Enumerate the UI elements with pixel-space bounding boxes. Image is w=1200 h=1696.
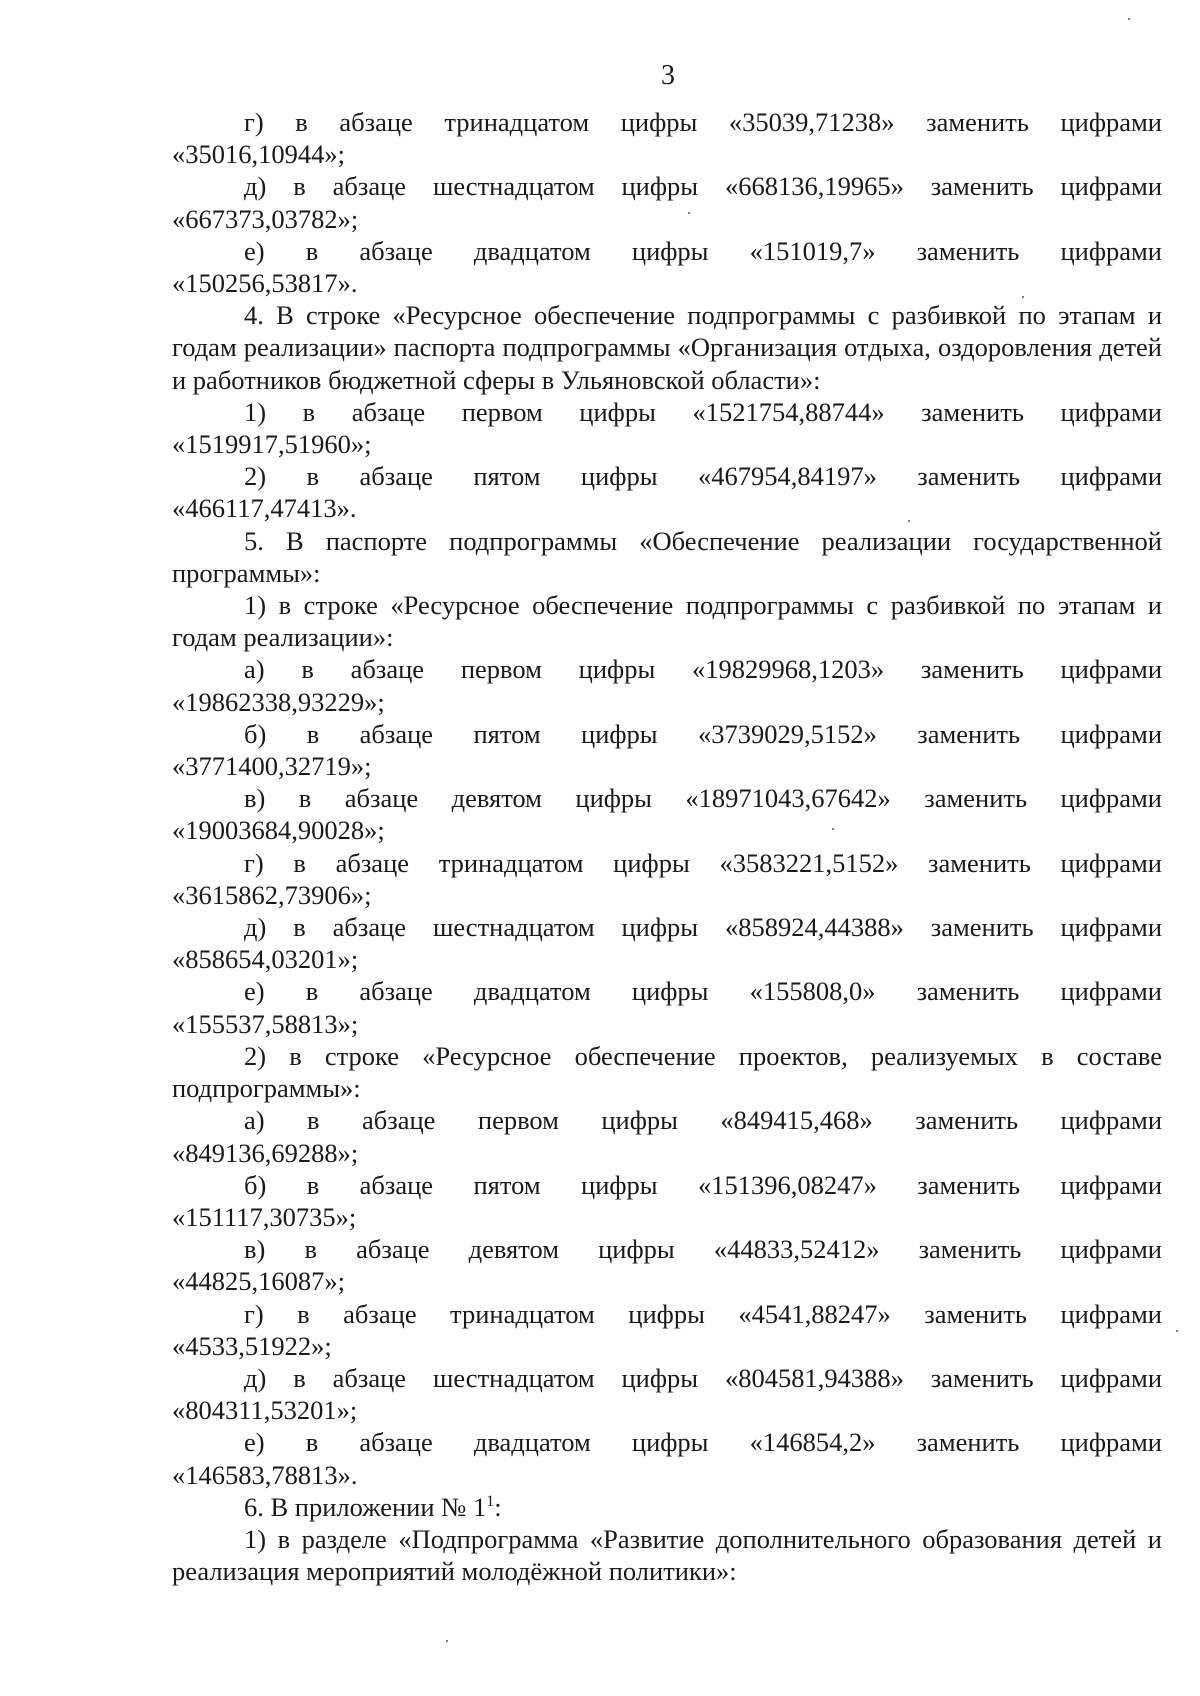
paragraph-head: в) в абзаце девятом цифры «18971043,67642» заменить цифрами	[244, 783, 1162, 814]
paragraph-tail: «3771400,32719»;	[172, 751, 372, 782]
paragraph	[172, 718, 1162, 782]
scan-speck	[1128, 18, 1130, 20]
paragraph-tail: «4533,51922»;	[172, 1330, 332, 1361]
paragraph	[172, 1362, 1162, 1426]
paragraph-tail: «849136,69288»;	[172, 1137, 359, 1168]
paragraph-text: 5. В паспорте подпрограммы «Обеспечение реализации государственной программы»:	[172, 525, 1162, 588]
paragraph-head: е) в абзаце двадцатом цифры «155808,0» заменить цифрами	[244, 976, 1162, 1007]
paragraph-text: 1) в строке «Ресурсное обеспечение подпрограммы с разбивкой по этапам и годам реализации»:	[172, 590, 1162, 653]
paragraph-head: 2) в абзаце пятом цифры «467954,84197» заменить цифрами	[244, 461, 1162, 492]
paragraph-tail: «1519917,51960»;	[172, 429, 372, 460]
paragraph-head: е) в абзаце двадцатом цифры «146854,2» заменить цифрами	[244, 1427, 1162, 1458]
paragraph-tail: «44825,16087»;	[172, 1266, 345, 1297]
scan-speck	[832, 828, 834, 830]
paragraph-head: д) в абзаце шестнадцатом цифры «668136,19965» заменить цифрами	[244, 171, 1162, 202]
paragraph-head: в) в абзаце девятом цифры «44833,52412» заменить цифрами	[244, 1234, 1162, 1265]
paragraph-head: б) в абзаце пятом цифры «151396,08247» заменить цифрами	[244, 1169, 1162, 1200]
paragraph-tail: «151117,30735»;	[172, 1201, 357, 1232]
paragraph-head: 1) в абзаце первом цифры «1521754,88744» заменить цифрами	[244, 396, 1162, 427]
paragraph	[172, 911, 1162, 975]
paragraph	[172, 1426, 1162, 1490]
scan-speck	[1176, 1330, 1178, 1332]
scan-speck	[1022, 296, 1024, 298]
paragraph-head: е) в абзаце двадцатом цифры «151019,7» заменить цифрами	[244, 235, 1162, 266]
paragraph-head: б) в абзаце пятом цифры «3739029,5152» заменить цифрами	[244, 718, 1162, 749]
paragraph-head: д) в абзаце шестнадцатом цифры «858924,44388» заменить цифрами	[244, 912, 1162, 943]
paragraph-tail: «155537,58813»;	[172, 1008, 359, 1039]
paragraph-head: а) в абзаце первом цифры «19829968,1203» заменить цифрами	[244, 654, 1162, 685]
paragraph-text: 4. В строке «Ресурсное обеспечение подпрограммы с разбивкой по этапам и годам реализации» паспорта подпрограммы «Организация отдыха, оздоровления детей и работников бюджетной сферы в Ульяновской области»:	[172, 300, 1162, 395]
paragraph-punct: :	[494, 1491, 502, 1522]
document-body	[172, 106, 1162, 1587]
paragraph-tail: «858654,03201»;	[172, 944, 359, 975]
paragraph-head: г) в абзаце тринадцатом цифры «35039,71238» заменить цифрами	[244, 107, 1162, 137]
paragraph	[172, 1523, 1162, 1587]
paragraph-text: 6. В приложении № 1	[244, 1491, 487, 1522]
paragraph	[172, 589, 1162, 653]
paragraph-head: г) в абзаце тринадцатом цифры «4541,88247» заменить цифрами	[244, 1298, 1162, 1329]
paragraph	[172, 170, 1162, 234]
page-number: 3	[661, 60, 675, 91]
paragraph-tail: «19003684,90028»;	[172, 815, 385, 846]
paragraph	[172, 782, 1162, 846]
paragraph-text: 1) в разделе «Подпрограмма «Развитие дополнительного образования детей и реализация мероприятий молодёжной политики»:	[172, 1523, 1162, 1587]
paragraph	[172, 1491, 1162, 1523]
paragraph-text: 2) в строке «Ресурсное обеспечение проектов, реализуемых в составе подпрограммы»:	[172, 1040, 1162, 1104]
paragraph-tail: «19862338,93229»;	[172, 686, 385, 717]
paragraph-tail: «667373,03782»;	[172, 203, 359, 234]
paragraph	[172, 299, 1162, 396]
paragraph	[172, 525, 1162, 589]
paragraph-head: д) в абзаце шестнадцатом цифры «804581,94388» заменить цифрами	[244, 1362, 1162, 1393]
superscript: 1	[486, 1492, 495, 1510]
scan-speck	[908, 520, 910, 522]
paragraph	[172, 653, 1162, 717]
paragraph	[172, 460, 1162, 524]
paragraph	[172, 1233, 1162, 1297]
scan-speck	[688, 212, 690, 214]
paragraph-head: г) в абзаце тринадцатом цифры «3583221,5152» заменить цифрами	[244, 847, 1162, 878]
paragraph-tail: «146583,78813».	[172, 1459, 358, 1490]
paragraph	[172, 975, 1162, 1039]
paragraph	[172, 396, 1162, 460]
paragraph-tail: «35016,10944»;	[172, 139, 345, 170]
paragraph-head: а) в абзаце первом цифры «849415,468» заменить цифрами	[244, 1105, 1162, 1136]
paragraph-tail: «804311,53201»;	[172, 1395, 358, 1426]
paragraph	[172, 1298, 1162, 1362]
paragraph	[172, 1040, 1162, 1104]
paragraph	[172, 1169, 1162, 1233]
paragraph-tail: «3615862,73906»;	[172, 879, 372, 910]
scan-speck	[446, 1640, 448, 1642]
paragraph-tail: «150256,53817».	[172, 268, 358, 299]
paragraph	[172, 106, 1162, 170]
paragraph-tail: «466117,47413».	[172, 493, 357, 524]
paragraph	[172, 235, 1162, 299]
paragraph	[172, 847, 1162, 911]
paragraph	[172, 1104, 1162, 1168]
